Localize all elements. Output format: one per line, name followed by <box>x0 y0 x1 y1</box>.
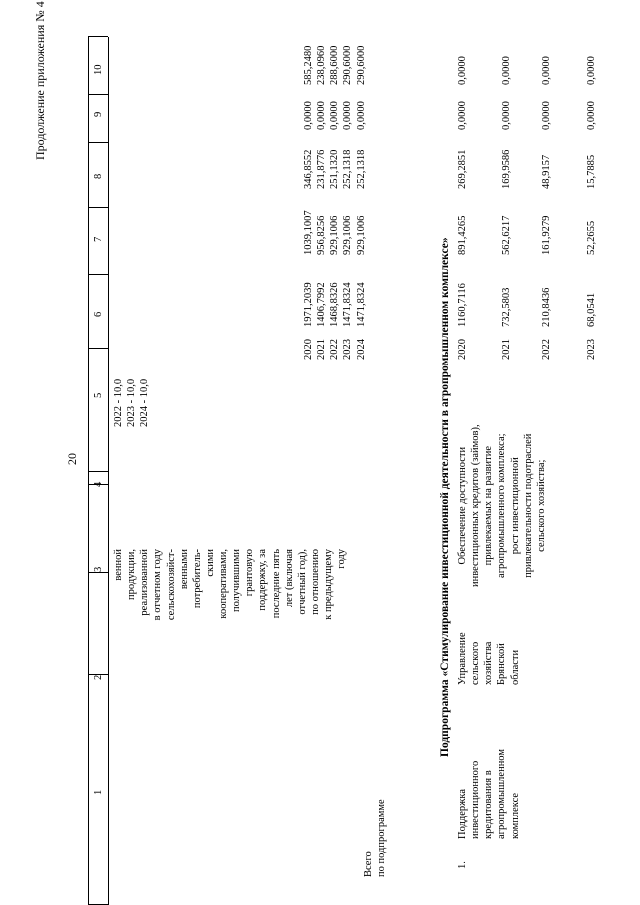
item-cell: 269,2851 <box>457 149 468 189</box>
indicator-line: последние пять <box>270 549 282 619</box>
item-cell: 732,5803 <box>501 287 512 327</box>
indicator-line: продукции, <box>126 549 138 600</box>
total-cell: 290,6000 <box>355 45 367 85</box>
total-cell: 0,0000 <box>303 101 314 130</box>
executor-line: Управление <box>457 632 468 685</box>
col-header-3: 3 <box>93 566 104 572</box>
item-name-line: Поддержка <box>457 789 468 839</box>
total-cell: 956,8256 <box>316 215 328 255</box>
indicator-line: в отчетном году <box>152 549 164 621</box>
goal-line: агропромышленного комплекса; <box>496 433 508 578</box>
item-cell: 0,0000 <box>501 56 512 85</box>
goal-line: сельского хозяйства; <box>535 459 547 552</box>
total-cell: 346,8552 <box>303 149 314 189</box>
total-cell: 252,1318 <box>355 149 367 189</box>
total-cell: 290,6000 <box>342 45 354 85</box>
total-year: 2024 <box>355 339 367 360</box>
indicator-line: отчетный год), <box>296 549 308 615</box>
col-header-9: 9 <box>93 111 104 117</box>
total-cell: 585,2480 <box>303 45 314 85</box>
total-col-10 <box>302 46 368 85</box>
total-cell: 238,0960 <box>316 45 328 85</box>
indicator-line: реализованной <box>139 549 151 616</box>
item-cell: 0,0000 <box>457 101 468 130</box>
item-cell: 562,6217 <box>501 215 512 255</box>
total-label-line-1: Всего <box>363 851 374 877</box>
total-year: 2021 <box>316 339 328 360</box>
total-cell: 252,1318 <box>342 149 354 189</box>
total-year: 2022 <box>329 339 341 360</box>
col-header-7: 7 <box>93 236 104 242</box>
total-cell: 1971,2039 <box>303 282 314 327</box>
goal-line: привлекаемых на развитие <box>483 445 495 566</box>
total-col-8 <box>302 150 368 189</box>
item-year: 2022 <box>541 339 552 360</box>
item-row <box>540 339 553 360</box>
item-row <box>456 339 469 360</box>
item-cell: 0,0000 <box>586 101 597 130</box>
item-row <box>500 339 513 360</box>
col-header-6: 6 <box>93 311 104 317</box>
executor <box>456 632 522 685</box>
item-cell: 210,8436 <box>541 287 552 327</box>
item-cell: 1160,7116 <box>457 283 468 327</box>
item-cell: 0,0000 <box>541 56 552 85</box>
item-name-line: кредитования в <box>483 770 495 839</box>
target-values <box>112 379 151 427</box>
appendix-label: Продолжение приложения № 4 <box>33 1 47 160</box>
item-cell: 0,0000 <box>586 56 597 85</box>
item-cell: 161,9279 <box>541 215 552 255</box>
item-year: 2021 <box>501 339 512 360</box>
total-label <box>362 799 388 877</box>
col-header-8: 8 <box>93 173 104 179</box>
indicator-line: получившими <box>231 549 243 613</box>
target-value: 2024 - 10,0 <box>139 378 151 427</box>
executor-line: хозяйства <box>483 641 495 685</box>
total-cell: 0,0000 <box>316 101 328 130</box>
item-year: 2020 <box>457 339 468 360</box>
item-cell: 0,0000 <box>457 56 468 85</box>
item-number: 1. <box>457 861 468 869</box>
total-cell: 929,1006 <box>329 215 341 255</box>
page-number: 20 <box>65 453 79 465</box>
item-row <box>585 339 598 360</box>
indicator-text <box>112 545 348 655</box>
executor-line: сельского <box>470 641 482 685</box>
executor-line: Брянской <box>496 643 508 685</box>
item-cell: 15,7885 <box>586 154 597 189</box>
item-name-line: комплексе <box>509 792 521 839</box>
total-cell: 1471,8324 <box>342 282 354 327</box>
col-header-2: 2 <box>93 674 104 680</box>
total-cell: 1471,8324 <box>355 282 367 327</box>
indicator-line: лет (включая <box>283 549 295 608</box>
item-cell: 52,2655 <box>586 220 597 255</box>
item-name <box>456 749 522 839</box>
total-label-line-2: по подпрограмме <box>376 799 388 877</box>
indicator-line: поддержку, за <box>257 549 269 611</box>
item-name-line: агропромышленном <box>496 748 508 839</box>
target-value: 2022 - 10,0 <box>113 378 124 427</box>
total-cell: 0,0000 <box>355 101 367 130</box>
indicator-line: к предыдущему <box>323 549 334 620</box>
item-cell: 169,9586 <box>501 149 512 189</box>
item-year: 2023 <box>586 339 597 360</box>
col-header-4: 4 <box>93 481 104 487</box>
total-cell: 288,6000 <box>329 45 341 85</box>
total-cell: 0,0000 <box>342 101 354 130</box>
indicator-line: венными <box>178 549 190 590</box>
total-year: 2023 <box>342 339 354 360</box>
item-cell: 68,0541 <box>586 292 597 327</box>
goal-line: инвестиционных кредитов (займов), <box>470 424 482 587</box>
goal-text <box>456 424 548 587</box>
item-cell: 48,9157 <box>541 154 552 189</box>
indicator-line: грантовую <box>244 549 256 597</box>
indicator-line: скими <box>204 549 216 577</box>
item-cell: 0,0000 <box>501 101 512 130</box>
subprogram-title: Подпрограмма «Стимулирование инвестиционной деятельности в агропромышленном комплексе» <box>439 237 451 757</box>
indicator-line: кооперативами, <box>218 549 229 619</box>
goal-line: рост инвестиционной <box>509 457 521 555</box>
item-cell: 891,4265 <box>457 215 468 255</box>
total-years <box>302 339 368 360</box>
total-cell: 0,0000 <box>329 101 341 130</box>
goal-line: Обеспечение доступности <box>457 446 468 565</box>
total-col-6 <box>302 282 368 327</box>
total-col-7 <box>302 210 368 255</box>
indicator-line: потребитель- <box>191 549 203 609</box>
col-header-5: 5 <box>93 392 104 398</box>
col-header-10: 10 <box>93 64 104 75</box>
target-value: 2023 - 10,0 <box>126 378 138 427</box>
indicator-line: году <box>336 549 348 569</box>
total-cell: 231,8776 <box>316 149 328 189</box>
total-cell: 929,1006 <box>355 215 367 255</box>
total-cell: 1406,7992 <box>316 282 328 327</box>
goal-line: привлекательности подотраслей <box>522 433 534 578</box>
executor-line: области <box>509 649 521 685</box>
total-cell: 929,1006 <box>342 215 354 255</box>
total-cell: 1039,1007 <box>303 210 314 255</box>
total-cell: 1468,8326 <box>329 282 341 327</box>
total-cell: 251,1320 <box>329 149 341 189</box>
total-year: 2020 <box>303 339 314 360</box>
item-cell: 0,0000 <box>541 101 552 130</box>
indicator-line: венной <box>113 549 124 581</box>
col-header-1: 1 <box>93 789 104 795</box>
total-col-9 <box>302 101 368 130</box>
indicator-line: сельскохозяйст- <box>165 549 177 621</box>
item-name-line: инвестиционного <box>470 760 482 839</box>
indicator-line: по отношению <box>309 549 321 615</box>
